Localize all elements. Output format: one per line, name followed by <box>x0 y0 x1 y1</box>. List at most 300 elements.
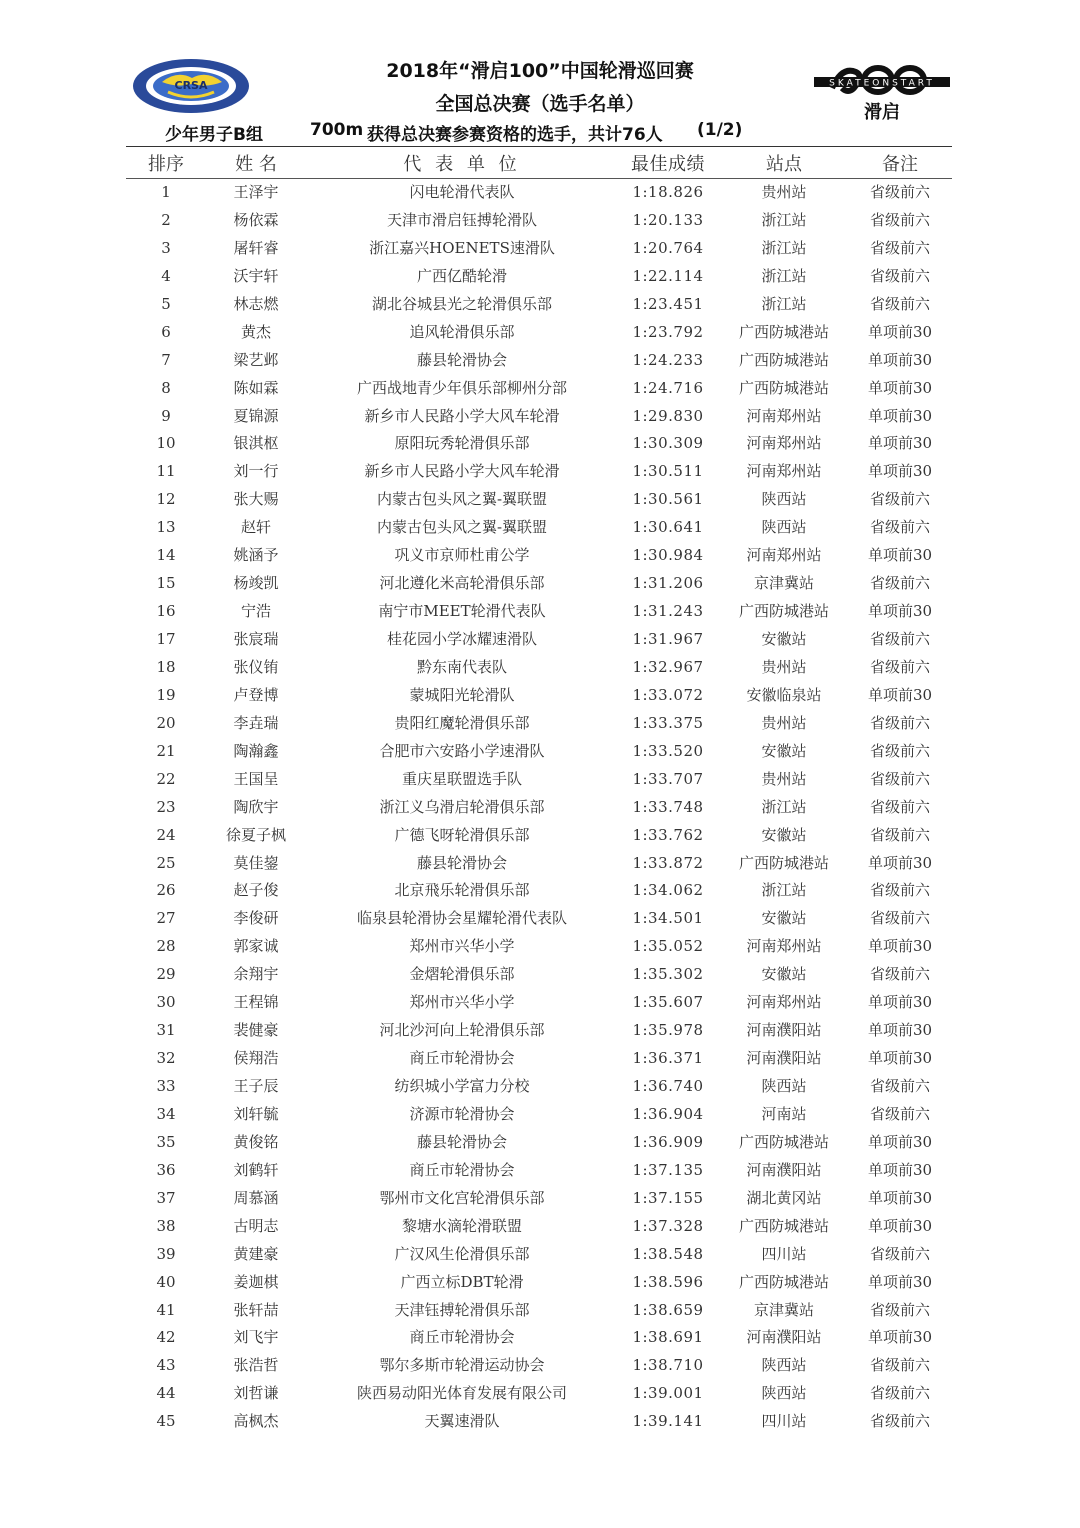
table-row <box>0 1240 1080 1268</box>
rank-cell: 17 <box>156 630 176 648</box>
rank-cell: 39 <box>156 1244 176 1263</box>
name-cell: 刘哲谦 <box>233 1384 279 1403</box>
time-cell: 1:32.967 <box>632 657 704 676</box>
table-row <box>0 234 1080 262</box>
rank-cell: 44 <box>156 1384 176 1403</box>
site-cell: 河南郑州站 <box>746 937 822 956</box>
site-cell: 河南郑州站 <box>746 462 822 481</box>
name-cell: 裴健豪 <box>233 1021 279 1040</box>
table-row <box>0 960 1080 988</box>
name-cell: 赵轩 <box>240 518 272 537</box>
site-cell: 陕西站 <box>761 518 807 537</box>
note-cell: 省级前六 <box>869 741 931 760</box>
team-cell: 巩义市京师杜甫公学 <box>394 546 530 565</box>
site-cell: 浙江站 <box>761 294 807 313</box>
team-cell: 天津钰搏轮滑俱乐部 <box>394 1300 530 1319</box>
rank-cell: 8 <box>161 378 171 397</box>
time-cell: 1:36.904 <box>632 1104 704 1123</box>
name-cell: 梁艺邺 <box>233 350 279 369</box>
table-row <box>0 1212 1080 1240</box>
team-cell: 内蒙古包头风之翼-翼联盟 <box>376 490 548 509</box>
table-row <box>0 513 1080 541</box>
note-cell: 省级前六 <box>869 881 931 900</box>
note-cell: 单项前30 <box>867 1049 933 1068</box>
rank-cell: 11 <box>156 462 176 481</box>
table-row <box>0 1296 1080 1324</box>
team-cell: 贵阳红魔轮滑俱乐部 <box>394 713 530 732</box>
table-row <box>0 1379 1080 1407</box>
name-cell: 张浩哲 <box>233 1356 279 1375</box>
name-cell: 莫佳鋆 <box>233 853 279 872</box>
table-row <box>0 625 1080 653</box>
time-cell: 1:20.133 <box>632 210 704 229</box>
table-row <box>0 793 1080 821</box>
site-cell: 河南郑州站 <box>746 434 822 453</box>
table-row <box>0 737 1080 765</box>
time-cell: 1:36.909 <box>632 1132 704 1151</box>
col-site: 站点 <box>766 154 802 175</box>
table-row <box>0 1072 1080 1100</box>
site-cell: 陕西站 <box>761 1077 807 1095</box>
table-row <box>0 1156 1080 1184</box>
team-cell: 广西战地青少年俱乐部柳州分部 <box>356 378 568 397</box>
site-cell: 湖北黄冈站 <box>746 1188 822 1207</box>
table-row <box>0 374 1080 402</box>
team-cell: 河北沙河向上轮滑俱乐部 <box>379 1021 545 1040</box>
note-cell: 单项前30 <box>867 602 933 621</box>
team-cell: 黔东南代表队 <box>416 657 508 676</box>
team-cell: 天翼速滑队 <box>424 1412 500 1431</box>
name-cell: 杨竣凯 <box>233 574 279 593</box>
rank-cell: 6 <box>161 322 171 341</box>
team-cell: 商丘市轮滑协会 <box>409 1328 515 1347</box>
rank-cell: 37 <box>156 1188 176 1207</box>
page-indicator: (1/2) <box>697 120 743 140</box>
note-cell: 省级前六 <box>869 238 931 257</box>
name-cell: 陈如霖 <box>233 378 279 397</box>
time-cell: 1:33.072 <box>632 685 704 704</box>
note-cell: 单项前30 <box>867 322 933 341</box>
rank-cell: 2 <box>161 210 171 229</box>
site-cell: 河南濮阳站 <box>746 1328 822 1347</box>
site-cell: 广西防城港站 <box>738 378 830 397</box>
name-cell: 徐夏子枫 <box>225 825 287 844</box>
note-cell: 单项前30 <box>867 685 933 704</box>
table-row <box>0 709 1080 737</box>
time-cell: 1:24.233 <box>632 350 704 369</box>
table-header <box>0 150 1080 176</box>
rank-cell: 13 <box>156 518 176 537</box>
site-cell: 河南濮阳站 <box>746 1160 822 1179</box>
name-cell: 陶瀚鑫 <box>233 741 279 760</box>
site-cell: 浙江站 <box>761 210 807 229</box>
time-cell: 1:20.764 <box>632 238 704 257</box>
name-cell: 夏锦源 <box>233 406 279 425</box>
time-cell: 1:33.872 <box>632 853 704 872</box>
note-cell: 省级前六 <box>869 210 931 229</box>
team-cell: 内蒙古包头风之翼-翼联盟 <box>376 518 548 537</box>
note-cell: 省级前六 <box>869 183 931 201</box>
note-cell: 省级前六 <box>869 266 931 285</box>
time-cell: 1:35.052 <box>632 937 704 956</box>
table-row <box>0 876 1080 904</box>
team-cell: 重庆星联盟选手队 <box>401 769 523 788</box>
note-cell: 省级前六 <box>869 797 931 816</box>
site-cell: 贵州站 <box>761 657 807 676</box>
site-cell: 安徽临泉站 <box>746 685 822 704</box>
time-cell: 1:36.740 <box>632 1077 704 1095</box>
name-cell: 侯翔浩 <box>233 1049 279 1068</box>
table-row <box>0 904 1080 932</box>
team-cell: 原阳玩秀轮滑俱乐部 <box>394 434 530 453</box>
name-cell: 沃宇轩 <box>233 266 279 285</box>
note-cell: 单项前30 <box>867 378 933 397</box>
time-cell: 1:30.641 <box>632 518 704 537</box>
team-cell: 浙江嘉兴HOENETS速滑队 <box>369 238 555 257</box>
site-cell: 河南郑州站 <box>746 546 822 565</box>
team-cell: 金熠轮滑俱乐部 <box>409 965 515 984</box>
rank-cell: 21 <box>156 741 176 760</box>
team-cell: 新乡市人民路小学大风车轮滑 <box>364 406 560 425</box>
name-cell: 姚涵予 <box>233 546 279 565</box>
note-cell: 单项前30 <box>867 1272 933 1291</box>
table-row <box>0 988 1080 1016</box>
note-cell: 单项前30 <box>867 1188 933 1207</box>
note-cell: 单项前30 <box>867 546 933 565</box>
time-cell: 1:30.984 <box>632 546 704 565</box>
site-cell: 四川站 <box>761 1412 807 1431</box>
site-cell: 安徽站 <box>761 741 807 760</box>
note-cell: 省级前六 <box>869 574 931 593</box>
rank-cell: 38 <box>156 1216 176 1235</box>
name-cell: 赵子俊 <box>233 881 279 900</box>
col-best-time: 最佳成绩 <box>631 154 705 175</box>
rank-cell: 32 <box>156 1049 176 1068</box>
note-cell: 省级前六 <box>869 657 931 676</box>
table-row <box>0 569 1080 597</box>
time-cell: 1:29.830 <box>632 406 704 425</box>
site-cell: 广西防城港站 <box>738 1132 830 1151</box>
table-row <box>0 457 1080 485</box>
rank-cell: 18 <box>156 657 176 676</box>
name-cell: 陶欣宇 <box>233 797 279 816</box>
site-cell: 京津冀站 <box>753 574 815 593</box>
name-cell: 王程锦 <box>233 993 279 1012</box>
team-cell: 河北遵化米高轮滑俱乐部 <box>379 574 545 593</box>
name-cell: 宁浩 <box>240 602 272 621</box>
col-note: 备注 <box>882 154 918 175</box>
name-cell: 古明志 <box>233 1216 279 1235</box>
time-cell: 1:30.511 <box>632 462 704 481</box>
time-cell: 1:34.501 <box>632 909 704 928</box>
table-row <box>0 1184 1080 1212</box>
rank-cell: 36 <box>156 1160 176 1179</box>
note-cell: 单项前30 <box>867 993 933 1012</box>
site-cell: 河南郑州站 <box>746 993 822 1012</box>
rank-cell: 9 <box>161 406 171 425</box>
rank-cell: 33 <box>156 1077 176 1095</box>
time-cell: 1:38.596 <box>632 1272 704 1291</box>
note-cell: 省级前六 <box>869 713 931 732</box>
site-cell: 安徽站 <box>761 630 807 648</box>
team-cell: 商丘市轮滑协会 <box>409 1049 515 1068</box>
team-cell: 黎塘水滴轮滑联盟 <box>401 1216 523 1235</box>
rank-cell: 14 <box>156 546 176 565</box>
rank-cell: 3 <box>161 238 171 257</box>
table-row <box>0 541 1080 569</box>
time-cell: 1:31.206 <box>632 574 704 593</box>
rank-cell: 35 <box>156 1132 176 1151</box>
site-cell: 安徽站 <box>761 909 807 928</box>
site-cell: 广西防城港站 <box>738 322 830 341</box>
name-cell: 王国呈 <box>233 769 279 788</box>
site-cell: 广西防城港站 <box>738 602 830 621</box>
time-cell: 1:33.375 <box>632 713 704 732</box>
name-cell: 张仪铕 <box>233 657 279 676</box>
table-row <box>0 1100 1080 1128</box>
note-cell: 单项前30 <box>867 1160 933 1179</box>
team-cell: 鄂尔多斯市轮滑运动协会 <box>379 1356 545 1375</box>
name-cell: 姜迦棋 <box>233 1272 279 1291</box>
name-cell: 黄俊铭 <box>233 1132 279 1151</box>
team-cell: 合肥市六安路小学速滑队 <box>379 741 545 760</box>
table-row <box>0 1268 1080 1296</box>
results-table <box>0 178 1080 1435</box>
site-cell: 陕西站 <box>761 490 807 509</box>
site-cell: 浙江站 <box>761 238 807 257</box>
team-cell: 广汉风生伦滑俱乐部 <box>394 1244 530 1263</box>
name-cell: 王子辰 <box>233 1077 279 1095</box>
time-cell: 1:38.710 <box>632 1356 704 1375</box>
team-cell: 天津市滑启钰搏轮滑队 <box>386 210 538 229</box>
table-row <box>0 1044 1080 1072</box>
time-cell: 1:33.520 <box>632 741 704 760</box>
note-cell: 省级前六 <box>869 1300 931 1319</box>
team-cell: 追风轮滑俱乐部 <box>409 322 515 341</box>
site-cell: 广西防城港站 <box>738 853 830 872</box>
name-cell: 张大赐 <box>233 490 279 509</box>
team-cell: 藤县轮滑协会 <box>416 853 508 872</box>
team-cell: 桂花园小学冰耀速滑队 <box>386 630 538 648</box>
site-cell: 贵州站 <box>761 713 807 732</box>
rank-cell: 26 <box>156 881 176 900</box>
table-row <box>0 346 1080 374</box>
team-cell: 湖北谷城县光之轮滑俱乐部 <box>371 294 553 313</box>
note-cell: 单项前30 <box>867 1328 933 1347</box>
rank-cell: 22 <box>156 769 176 788</box>
name-cell: 王泽宇 <box>233 183 279 201</box>
name-cell: 杨依霖 <box>233 210 279 229</box>
name-cell: 张宸瑞 <box>233 630 279 648</box>
team-cell: 济源市轮滑协会 <box>409 1104 515 1123</box>
table-row <box>0 485 1080 513</box>
rank-cell: 7 <box>161 350 171 369</box>
site-cell: 广西防城港站 <box>738 350 830 369</box>
team-cell: 广西立标DBT轮滑 <box>400 1272 524 1291</box>
site-cell: 浙江站 <box>761 797 807 816</box>
note-cell: 省级前六 <box>869 1077 931 1095</box>
time-cell: 1:39.141 <box>632 1412 704 1431</box>
team-cell: 藤县轮滑协会 <box>416 350 508 369</box>
note-cell: 省级前六 <box>869 294 931 313</box>
note-cell: 省级前六 <box>869 518 931 537</box>
team-cell: 新乡市人民路小学大风车轮滑 <box>364 462 560 481</box>
rank-cell: 34 <box>156 1104 176 1123</box>
svg-text:CRSA: CRSA <box>174 79 208 92</box>
col-name: 姓 名 <box>235 154 277 175</box>
note-cell: 单项前30 <box>867 937 933 956</box>
site-cell: 河南濮阳站 <box>746 1049 822 1068</box>
rank-cell: 27 <box>156 909 176 928</box>
time-cell: 1:23.451 <box>632 294 704 313</box>
site-cell: 贵州站 <box>761 183 807 201</box>
note-cell: 单项前30 <box>867 462 933 481</box>
note-cell: 省级前六 <box>869 1412 931 1431</box>
time-cell: 1:38.659 <box>632 1300 704 1319</box>
note-cell: 单项前30 <box>867 1021 933 1040</box>
rank-cell: 4 <box>161 266 171 285</box>
name-cell: 黄杰 <box>240 322 272 341</box>
page-title: 2018年“滑启100”中国轮滑巡回赛 <box>386 60 694 82</box>
table-row <box>0 402 1080 430</box>
site-cell: 安徽站 <box>761 825 807 844</box>
team-cell: 闪电轮滑代表队 <box>409 183 515 201</box>
name-cell: 刘飞宇 <box>233 1328 279 1347</box>
time-cell: 1:38.691 <box>632 1328 704 1347</box>
note-cell: 省级前六 <box>869 1384 931 1403</box>
note-cell: 单项前30 <box>867 434 933 453</box>
site-cell: 浙江站 <box>761 881 807 900</box>
table-row <box>0 429 1080 457</box>
rank-cell: 16 <box>156 602 176 621</box>
time-cell: 1:31.243 <box>632 602 704 621</box>
time-cell: 1:33.748 <box>632 797 704 816</box>
table-row <box>0 1016 1080 1044</box>
table-row <box>0 1128 1080 1156</box>
rank-cell: 24 <box>156 825 176 844</box>
name-cell: 屠轩睿 <box>233 238 279 257</box>
rank-cell: 15 <box>156 574 176 593</box>
skate-start-logo <box>812 58 952 124</box>
time-cell: 1:38.548 <box>632 1244 704 1263</box>
team-cell: 南宁市MEET轮滑代表队 <box>378 602 546 621</box>
name-cell: 李垚瑞 <box>233 713 279 732</box>
rank-cell: 43 <box>156 1356 176 1375</box>
table-row <box>0 1407 1080 1435</box>
time-cell: 1:30.561 <box>632 490 704 509</box>
note-cell: 省级前六 <box>869 490 931 509</box>
svg-text:SKATEONSTART: SKATEONSTART <box>829 78 935 89</box>
note-cell: 省级前六 <box>869 1356 931 1375</box>
note-cell: 省级前六 <box>869 909 931 928</box>
site-cell: 广西防城港站 <box>738 1272 830 1291</box>
rank-cell: 29 <box>156 965 176 984</box>
name-cell: 林志燃 <box>233 294 279 313</box>
note-cell: 单项前30 <box>867 350 933 369</box>
rank-cell: 40 <box>156 1272 176 1291</box>
team-cell: 纺织城小学富力分校 <box>394 1077 530 1095</box>
site-cell: 京津冀站 <box>753 1300 815 1319</box>
name-cell: 高枫杰 <box>233 1412 279 1431</box>
name-cell: 周慕涵 <box>233 1188 279 1207</box>
time-cell: 1:30.309 <box>632 434 704 453</box>
time-cell: 1:22.114 <box>632 266 704 285</box>
team-cell: 临泉县轮滑协会星耀轮滑代表队 <box>356 909 568 928</box>
table-row <box>0 821 1080 849</box>
time-cell: 1:31.967 <box>632 630 704 648</box>
rank-cell: 10 <box>156 434 176 453</box>
rank-cell: 25 <box>156 853 176 872</box>
time-cell: 1:33.707 <box>632 769 704 788</box>
name-cell: 余翔宇 <box>233 965 279 984</box>
site-cell: 广西防城港站 <box>738 1216 830 1235</box>
table-row <box>0 681 1080 709</box>
time-cell: 1:39.001 <box>632 1384 704 1403</box>
table-row <box>0 178 1080 206</box>
note-cell: 省级前六 <box>869 630 931 648</box>
name-cell: 张轩喆 <box>233 1300 279 1319</box>
rank-cell: 31 <box>156 1021 176 1040</box>
note-cell: 单项前30 <box>867 853 933 872</box>
name-cell: 刘鹤轩 <box>233 1160 279 1179</box>
table-row <box>0 290 1080 318</box>
note-cell: 单项前30 <box>867 1132 933 1151</box>
table-row <box>0 206 1080 234</box>
site-cell: 陕西站 <box>761 1356 807 1375</box>
note-cell: 省级前六 <box>869 965 931 984</box>
team-cell: 藤县轮滑协会 <box>416 1132 508 1151</box>
time-cell: 1:37.155 <box>632 1188 704 1207</box>
site-cell: 贵州站 <box>761 769 807 788</box>
rank-cell: 41 <box>156 1300 176 1319</box>
name-cell: 黄建豪 <box>233 1244 279 1263</box>
rank-cell: 30 <box>156 993 176 1012</box>
team-cell: 陕西易动阳光体育发展有限公司 <box>356 1384 568 1403</box>
team-cell: 郑州市兴华小学 <box>409 993 515 1012</box>
site-cell: 河南站 <box>761 1104 807 1123</box>
name-cell: 银淇枢 <box>233 434 279 453</box>
time-cell: 1:35.607 <box>632 993 704 1012</box>
table-row <box>0 1351 1080 1379</box>
team-cell: 郑州市兴华小学 <box>409 937 515 956</box>
time-cell: 1:33.762 <box>632 825 704 844</box>
table-row <box>0 765 1080 793</box>
name-cell: 卢登博 <box>233 685 279 704</box>
table-row <box>0 262 1080 290</box>
svg-text:滑启: 滑启 <box>864 102 900 123</box>
team-cell: 浙江义乌滑启轮滑俱乐部 <box>379 797 545 816</box>
time-cell: 1:35.978 <box>632 1021 704 1040</box>
time-cell: 1:37.328 <box>632 1216 704 1235</box>
site-cell: 河南郑州站 <box>746 406 822 425</box>
rank-cell: 28 <box>156 937 176 956</box>
note-cell: 省级前六 <box>869 1104 931 1123</box>
table-row <box>0 1323 1080 1351</box>
top-rule <box>126 146 952 147</box>
rank-cell: 42 <box>156 1328 176 1347</box>
rank-cell: 12 <box>156 490 176 509</box>
time-cell: 1:34.062 <box>632 881 704 900</box>
rank-cell: 23 <box>156 797 176 816</box>
note-cell: 省级前六 <box>869 1244 931 1263</box>
time-cell: 1:37.135 <box>632 1160 704 1179</box>
site-cell: 河南濮阳站 <box>746 1021 822 1040</box>
rank-cell: 19 <box>156 685 176 704</box>
rank-cell: 20 <box>156 713 176 732</box>
team-cell: 广西亿酷轮滑 <box>416 266 508 285</box>
time-cell: 1:24.716 <box>632 378 704 397</box>
site-cell: 浙江站 <box>761 266 807 285</box>
